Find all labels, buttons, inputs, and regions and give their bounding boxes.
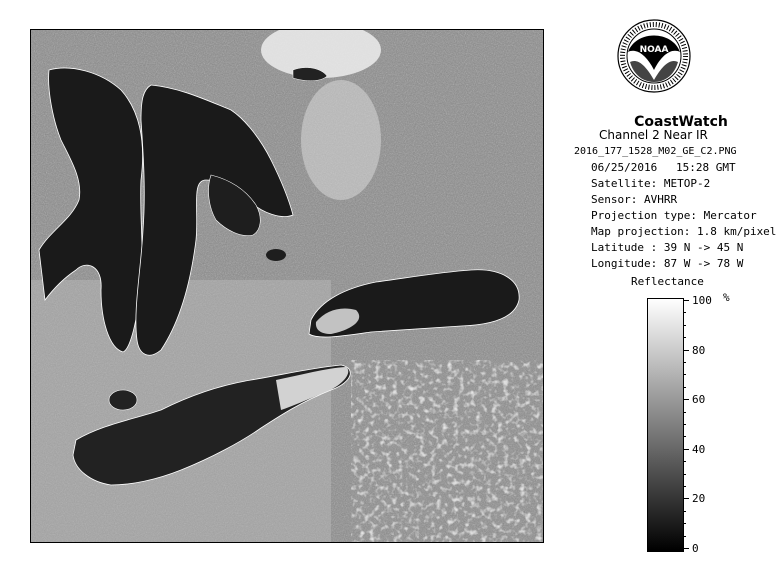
legend-unit: % — [723, 291, 730, 304]
satellite-label: Satellite: METOP-2 — [591, 177, 711, 190]
noaa-logo — [616, 18, 692, 114]
legend-tick-label: 100 — [692, 294, 712, 307]
longitude-label: Longitude: 87 W -> 78 W — [591, 257, 744, 270]
legend-minor-tick — [683, 474, 686, 475]
legend-minor-tick — [683, 350, 686, 351]
legend-tick-label: 60 — [692, 393, 706, 407]
time-label: 15:28 GMT — [676, 161, 736, 174]
noaa-logo-icon — [616, 18, 692, 114]
cloud-top-center-2 — [301, 80, 381, 200]
legend-tick-label: 40 — [692, 442, 706, 456]
legend-minor-tick — [683, 387, 686, 388]
filename-label: 2016_177_1528_M02_GE_C2.PNG — [574, 146, 737, 157]
legend-minor-tick — [683, 362, 686, 363]
logo-text: NOAA — [639, 45, 669, 55]
legend-minor-tick — [683, 325, 686, 326]
legend-tick-label: 0 — [692, 542, 699, 555]
legend-minor-tick — [683, 486, 686, 487]
lake-st-clair — [109, 390, 137, 410]
legend-minor-tick — [683, 536, 686, 537]
brand-title: CoastWatch — [634, 114, 728, 130]
lake-nipissing — [266, 249, 286, 261]
legend-minor-tick — [683, 300, 686, 301]
date-label: 06/25/2016 — [591, 161, 658, 174]
map-svg — [31, 30, 543, 542]
legend-tick-label: 80 — [692, 343, 706, 357]
legend-minor-tick — [683, 511, 686, 512]
legend-minor-tick — [683, 312, 686, 313]
cloud-field-lower-right — [351, 360, 543, 542]
legend-minor-tick — [683, 374, 686, 375]
legend-minor-tick — [683, 461, 686, 462]
reflectance-color-bar — [647, 298, 684, 552]
legend-minor-tick — [683, 399, 686, 400]
sensor-label: Sensor: AVHRR — [591, 193, 678, 206]
legend-minor-tick — [683, 523, 686, 524]
legend-minor-tick — [683, 424, 686, 425]
projection-type-label: Projection type: Mercator — [591, 209, 757, 222]
legend-minor-tick — [683, 498, 686, 499]
legend-minor-tick — [683, 449, 686, 450]
satellite-map — [30, 29, 544, 543]
legend-minor-tick — [683, 337, 686, 338]
channel-label: Channel 2 Near IR — [599, 128, 708, 142]
latitude-label: Latitude : 39 N -> 45 N — [591, 241, 744, 254]
legend-tick-label: 20 — [692, 492, 706, 506]
legend-minor-tick — [683, 412, 686, 413]
map-projection-label: Map projection: 1.8 km/pixel — [591, 225, 777, 238]
legend-minor-tick — [683, 436, 686, 437]
legend-minor-tick — [683, 548, 686, 549]
legend-title: Reflectance — [631, 275, 704, 288]
